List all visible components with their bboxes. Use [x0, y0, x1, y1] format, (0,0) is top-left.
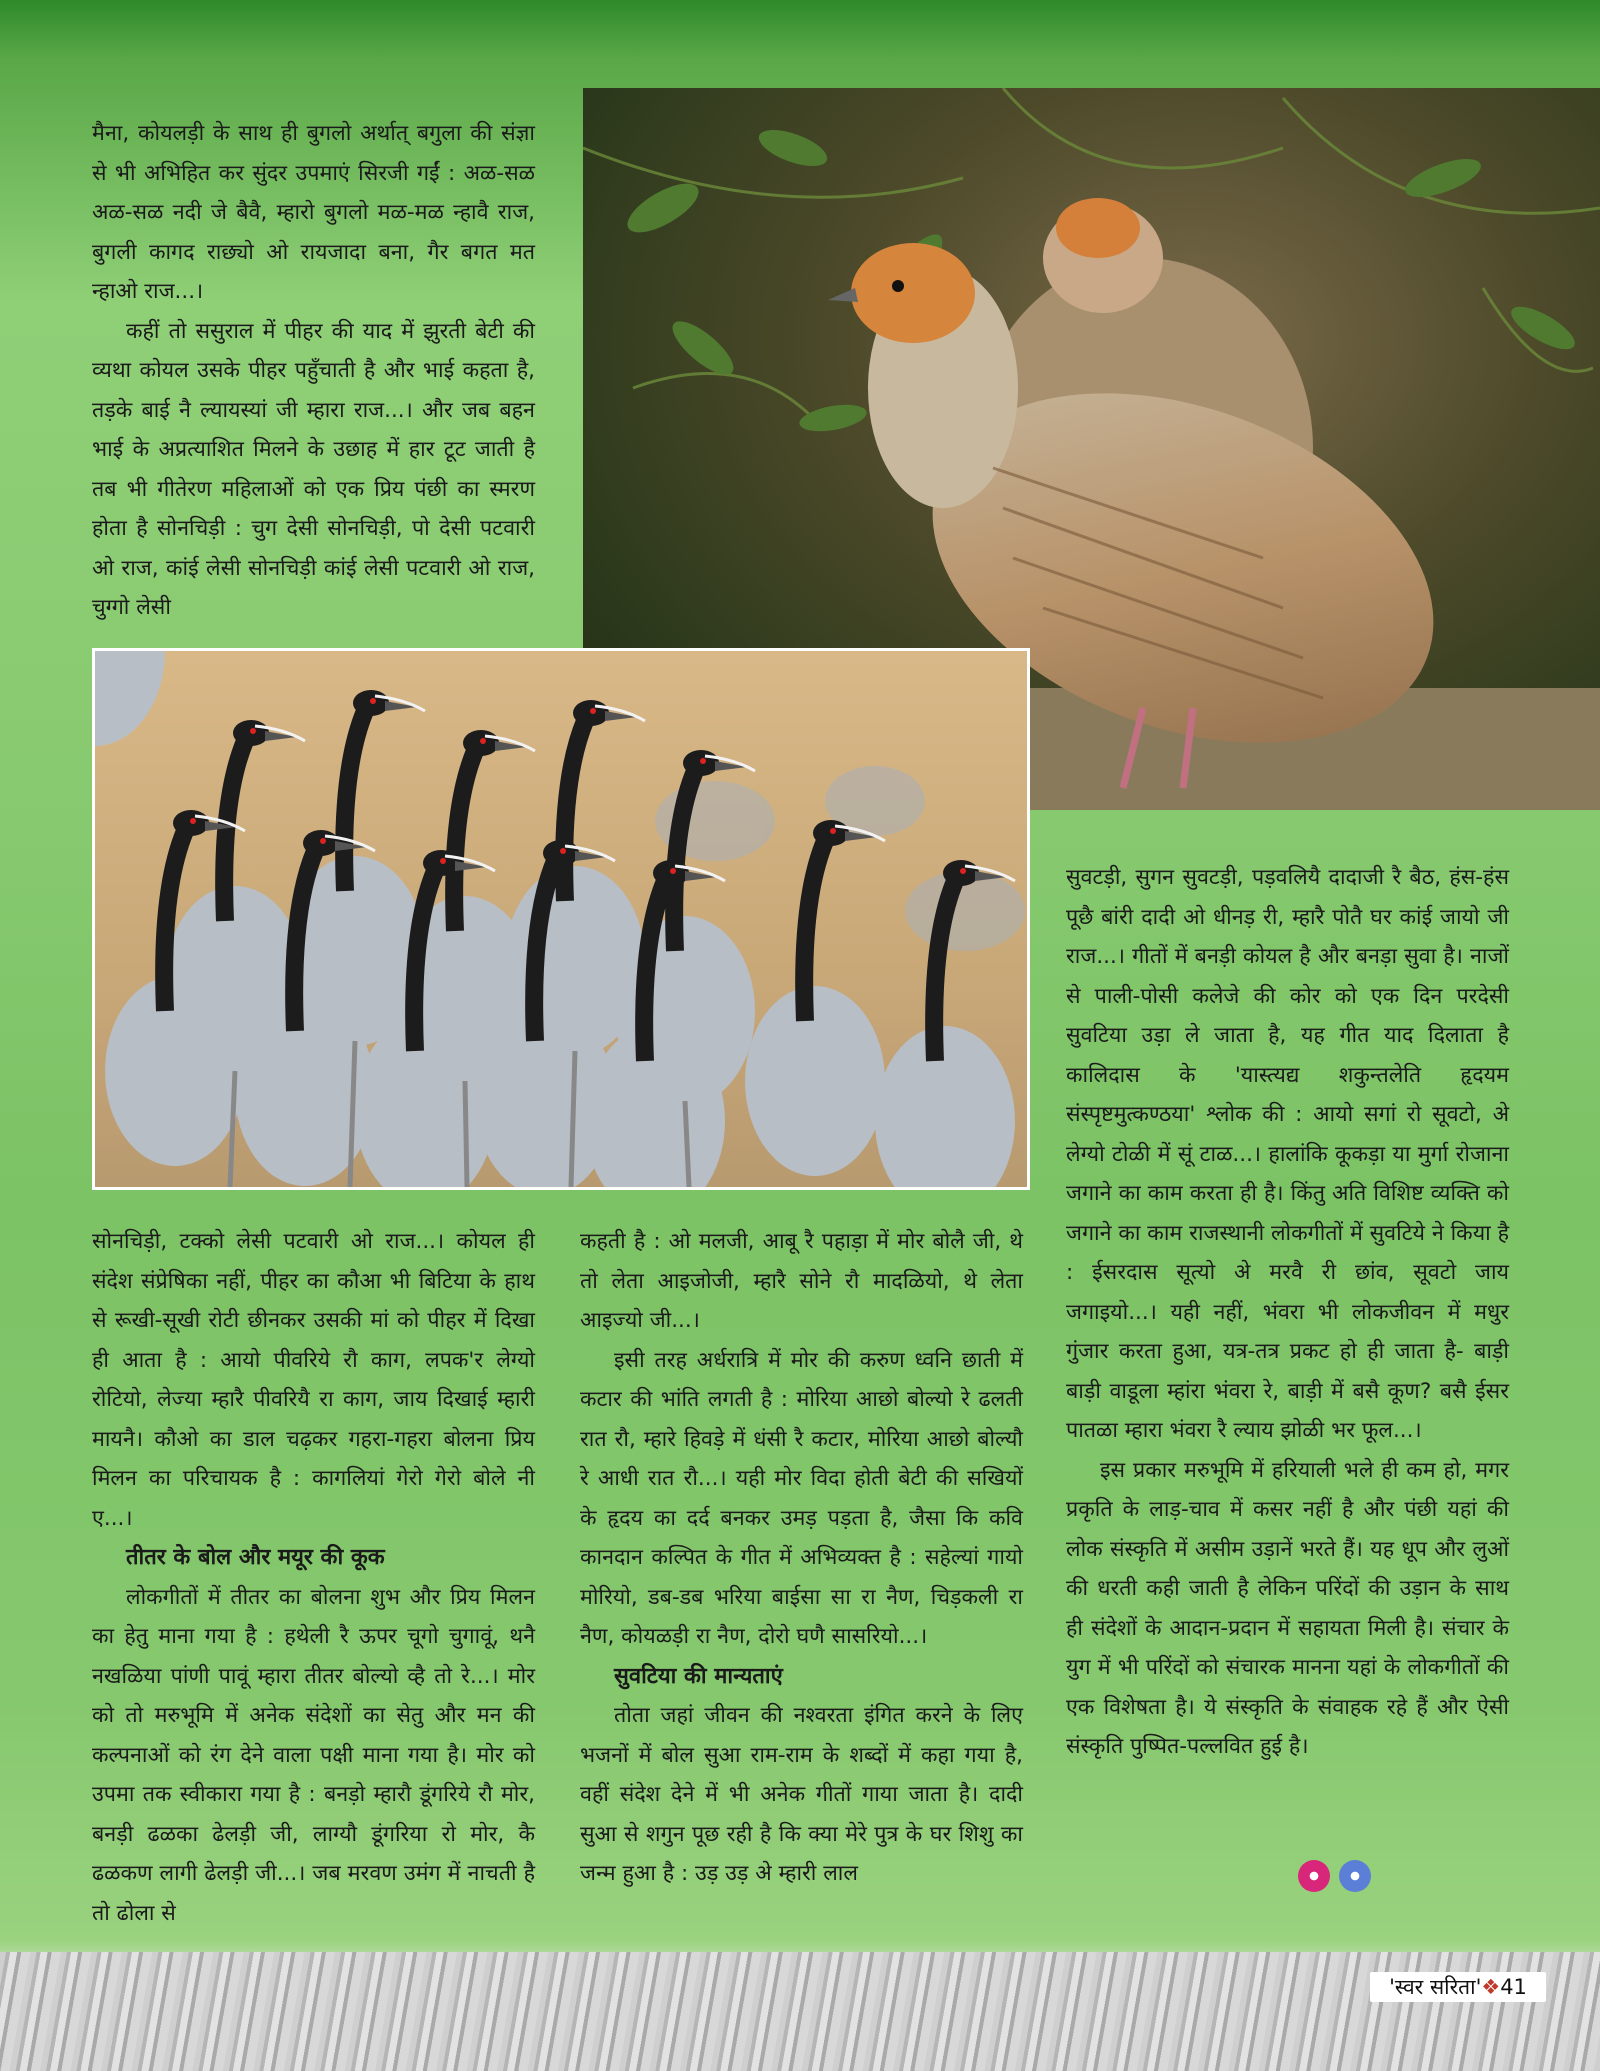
magazine-name: 'स्वर सरिता'	[1389, 1975, 1482, 1999]
column-3	[1066, 858, 1509, 1767]
paragraph: इसी तरह अर्धरात्रि में मोर की करुण ध्वनि छाती में कटार की भांति लगती है : मोरिया आछो बोल्यो रे ढलती रात रौ, म्हारे हिवड़े में धंसी रै कटार, मोरिया आछो बोल्यौ रे आधी रात रौ...। यही मोर विदा होती बेटी की सखियों के हृदय का दर्द बनकर उमड़ पड़ता है, जैसा कि कवि कानदान कल्पित के गीत में अभिव्यक्त है : सहेल्यां गायो मोरियो, डब-डब भरिया बाईसा सा रा नैण, चिड़कली रा नैण, कोयळड़ी रा नैण, दोरो घणै सासरियो...।	[580, 1347, 1023, 1649]
page-number: 41	[1500, 1975, 1527, 1999]
paragraph: इस प्रकार मरुभूमि में हरियाली भले ही कम हो, मगर प्रकृति के लाड़-चाव में कसर नहीं है और पंछी यहां की लोक संस्कृति में असीम उड़ानें भरते हैं। यह धूप और लुओं की धरती कही जाती है लेकिन परिंदों की उड़ान के साथ ही संदेशों के आदान-प्रदान में सहायता मिली है। संचार के युग में भी परिंदों को संचारक मानना यहां के लोकगीतों की एक विशेषता है। ये संस्कृति के संवाहक रहे हैं और ऐसी संस्कृति पुष्पित-पल्लवित हुई है।	[1066, 1457, 1509, 1759]
paragraph: सुवटड़ी, सुगन सुवटड़ी, पड़वलियै दादाजी रै बैठ, हंस-हंस पूछै बांरी दादी ओ धीनड़ री, म्हारै पोतै घर कांई जायो जी राज...। गीतों में बनड़ी कोयल है और बनड़ा सुवा है। नाजों से पाली-पोसी कलेजे की कोर को एक दिन परदेसी सुवटिया उड़ा ले जाता है, यह गीत याद दिलाता है कालिदास के 'यास्त्यद्य शकुन्तलेति हृदयम संस्पृष्टमुत्कण्ठया' श्लोक की : आयो सगां रो सूवटो, अे लेग्यो टोळी में सूं टाळ...। हालांकि कूकड़ा या मुर्गा रोजाना जगाने का काम करता ही है। किंतु अति विशिष्ट व्यक्ति को जगाने का काम राजस्थानी लोकगीतों में सुवटिये ने किया है : ईसरदास सूत्यो अे मरवै री छांव, सूवटो जाय जगाइयो...। यही नहीं, भंवरा भी लोकजीवन में मधुर गुंजार करता हुआ, यत्र-तत्र प्रकट हो ही जाता है- बाड़ी बाड़ी वाडूला म्हांरा भंवरा रे, बाड़ी में बसै कूण? बसै ईसर पातळा म्हारा भंवरा रै ल्याय झोळी भर फूल...।	[1066, 865, 1509, 1443]
column-1-bottom	[92, 1222, 535, 1933]
section-heading-titar: तीतर के बोल और मयूर की कूक	[126, 1545, 385, 1570]
paragraph: कहीं तो ससुराल में पीहर की याद में झुरती बेटी की व्यथा कोयल उसके पीहर पहुँचाती है और भाई कहता है, तड़के बाई नै ल्यायस्यां जी म्हारा राज...। और जब बहन भाई के अप्रत्याशित मिलने के उछाह में हार टूट जाती है तब भी गीतेरण महिलाओं को एक प्रिय पंछी का स्मरण होता है सोनचिड़ी : चुग देसी सोनचिड़ी, पो देसी पटवारी ओ राज, कांई लेसी सोनचिड़ी कांई लेसी पटवारी ओ राज, चुग्गो लेसी	[92, 318, 535, 620]
paragraph: कहती है : ओ मलजी, आबू रै पहाड़ा में मोर बोलै जी, थे तो लेता आइजोजी, म्हारै सोने रौ मादळियो, थे लेता आइज्यो जी...।	[580, 1229, 1023, 1333]
flower-ornament	[1298, 1860, 1375, 1896]
page-footer	[1370, 1972, 1546, 2002]
paragraph: तोता जहां जीवन की नश्वरता इंगित करने के लिए भजनों में बोल सुआ राम-राम के शब्दों में कहा गया है, वहीं संदेश देने में भी अनेक गीतों गाया जाता है। दादी सुआ से शगुन पूछ रही है कि क्या मेरे पुत्र के घर शिशु का जन्म हुआ है : उड़ उड़ अे म्हारी लाल	[580, 1703, 1023, 1886]
paragraph: लोकगीतों में तीतर का बोलना शुभ और प्रिय मिलन का हेतु माना गया है : हथेली रै ऊपर चूगो चुगावूं, थनै नखळिया पांणी पावूं म्हारा तीतर बोल्यो व्है तो रे...। मोर को तो मरुभूमि में अनेक संदेशों का सेतु और मन की कल्पनाओं को रंग देने वाला पक्षी माना गया है। मोर को उपमा तक स्वीकारा गया है : बनड़ो म्हारौ डूंगरिये रौ मोर, बनड़ी ढळका ढेलड़ी जी, लाग्यौ डूंगरिया रो मोर, कै ढळकण लागी ढेलड़ी जी...। जब मरवण उमंग में नाचती है तो ढोला से	[92, 1584, 535, 1926]
pink-flower-icon	[1298, 1860, 1330, 1892]
cranes-photo	[92, 648, 1030, 1190]
column-1-top	[92, 114, 535, 628]
paragraph: सोनचिड़ी, टक्को लेसी पटवारी ओ राज...। कोयल ही संदेश संप्रेषिका नहीं, पीहर का कौआ भी बिटिया के हाथ से रूखी-सूखी रोटी छीनकर उसकी मां को पीहर में दिखा ही आता है : आयो पीवरिये रौ काग, लपक'र लेग्यो रोटियो, लेज्या म्हारै पीवरियै रा काग, जाय दिखाई म्हारी मायनै। कौओ का डाल चढ़कर गहरा-गहरा बोलना प्रिय मिलन का परिचायक है : कागलियां गेरो गेरो बोले नी ए...।	[92, 1229, 535, 1531]
stone-texture-band	[0, 1952, 1600, 2071]
blue-flower-icon	[1339, 1860, 1371, 1892]
separator-icon: ❖	[1481, 1975, 1501, 1999]
column-2	[580, 1222, 1023, 1894]
paragraph: मैना, कोयलड़ी के साथ ही बुगलो अर्थात् बगुला की संज्ञा से भी अभिहित कर सुंदर उपमाएं सिरजी गईं : अळ-सळ अळ-सळ नदी जे बैवै, म्हारो बुगलो मळ-मळ न्हावै राज, बुगली कागद राछ्यो ओ रायजादा बना, गैर बगत मत न्हाओ राज...।	[92, 121, 535, 304]
section-heading-suvatiya: सुवटिया की मान्यताएं	[614, 1663, 783, 1689]
